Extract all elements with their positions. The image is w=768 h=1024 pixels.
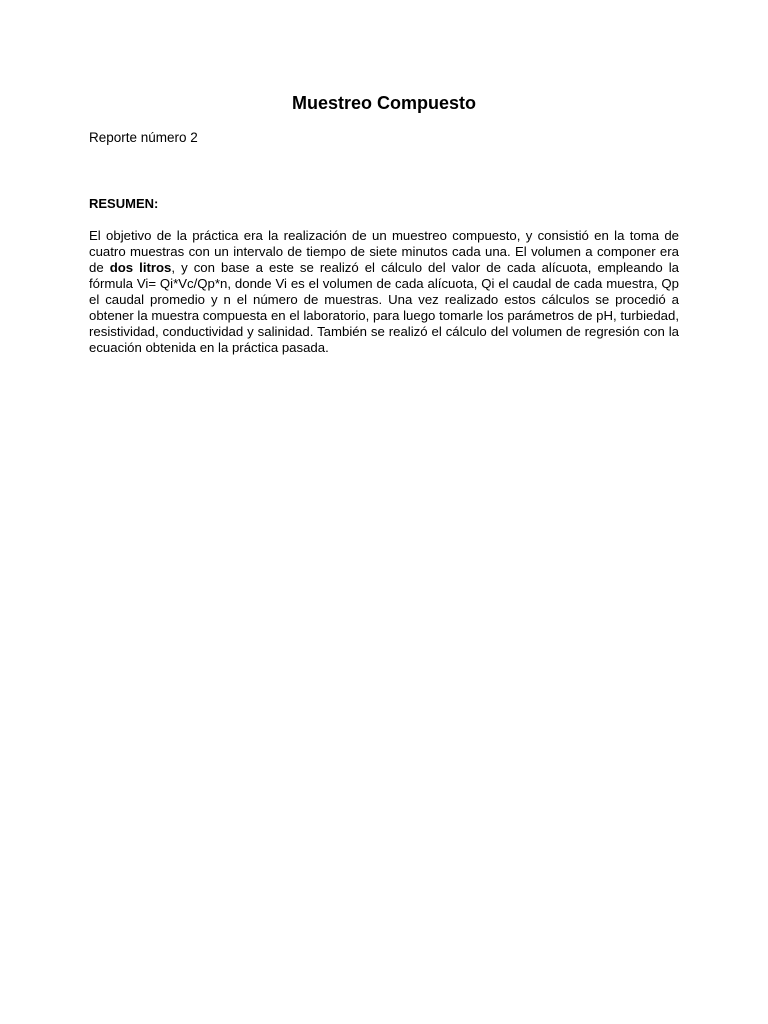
abstract-heading: RESUMEN: bbox=[89, 196, 159, 211]
abstract-bold-volume: dos litros bbox=[109, 260, 172, 275]
abstract-paragraph bbox=[89, 228, 679, 356]
document-title: Muestreo Compuesto bbox=[291, 93, 477, 113]
abstract-text-part2: , y con base a este se realizó el cálculo del valor de cada alícuota, empleando la fórmula Vi= Qi*Vc/Qp*n, donde Vi es el volumen de cada alícuota, Qi el caudal de cada muestra, Qp el caudal promedio y n el número de muestras. Una vez realizado estos cálculos se procedió a obtener la muestra compuesta en el laboratorio, para luego tomarle los parámetros de pH, turbiedad, resistividad, conductividad y salinidad. También se realizó el cálculo del volumen de regresión con la ecuación obtenida en la práctica pasada. bbox=[89, 260, 679, 355]
report-number: Reporte número 2 bbox=[89, 130, 198, 145]
abstract-text-part1: El objetivo de la práctica era la realización de un muestreo compuesto, y consistió en la toma de cuatro muestras con un intervalo de tiempo de siete minutos cada una. El volumen a componer era de bbox=[89, 228, 679, 275]
